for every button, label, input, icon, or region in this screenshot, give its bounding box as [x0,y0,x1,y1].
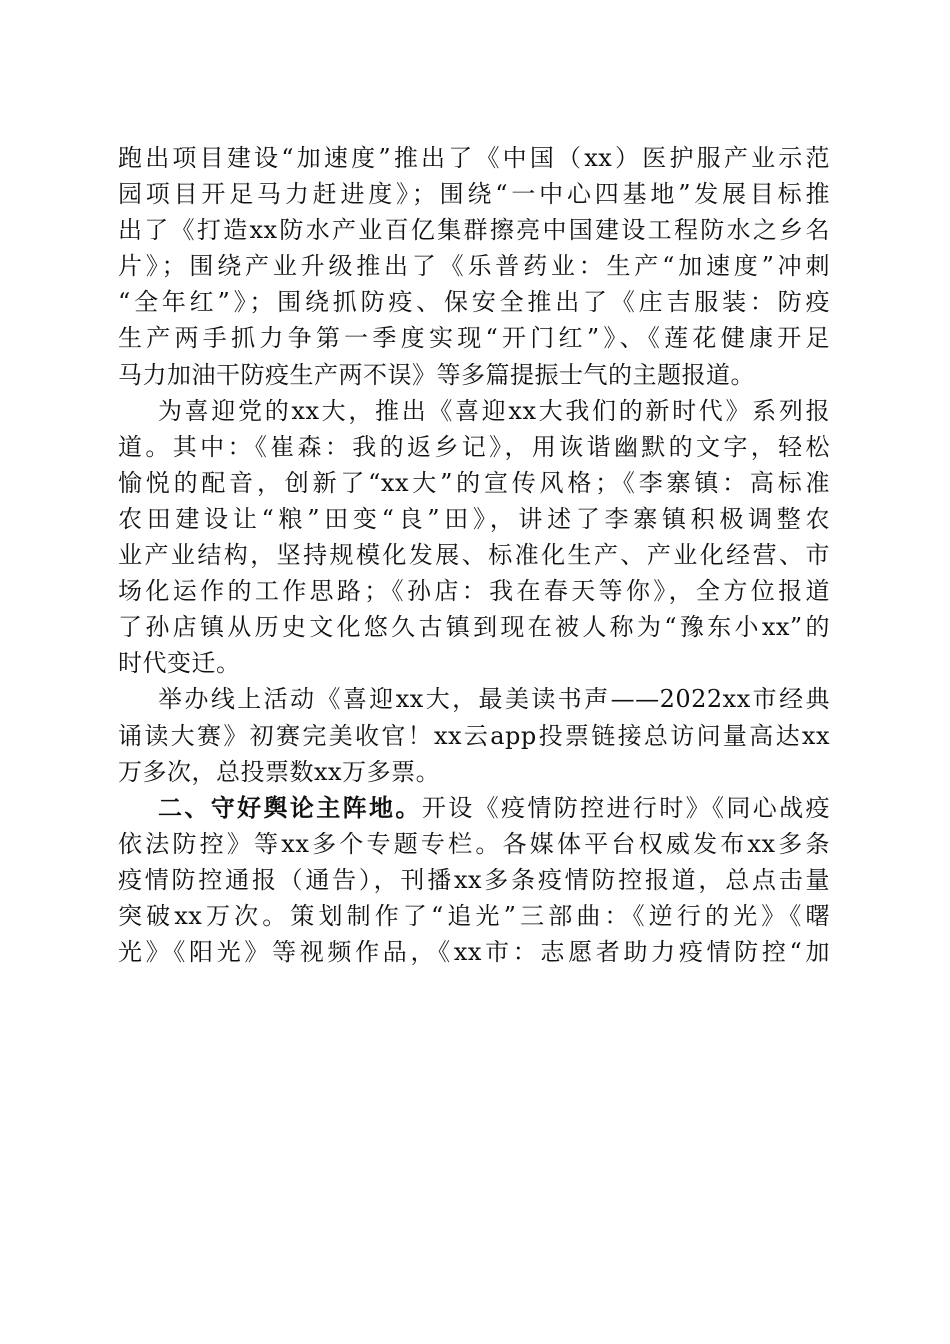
paragraph-4 [118,790,830,970]
paragraph-line: 诵读大赛》初赛完美收官！xx云app投票链接总访问量高达xx [118,721,830,750]
paragraph-line: 依法防控》等xx多个专题专栏。各媒体平台权威发布xx多条 [118,829,830,858]
paragraph-line: 愉悦的配音，创新了“xx大”的宣传风格；《李寨镇：高标准 [118,468,830,497]
paragraph-line: 生产两手抓力争第一季度实现“开门红”》、《莲花健康开足 [118,324,830,353]
paragraph-1 [118,140,830,393]
paragraph-line: 跑出项目建设“加速度”推出了《中国（xx）医护服产业示范 [118,144,830,172]
paragraph-line: 光》《阳光》等视频作品，《xx市：志愿者助力疫情防控“加 [118,938,830,967]
paragraph-line: 疫情防控通报（通告），刊播xx多条疫情防控报道，总点击量 [118,865,830,894]
document-body [118,140,830,970]
paragraph-line: 时代变迁。 [118,649,241,678]
paragraph-line: 万多次，总投票数xx万多票。 [118,757,441,786]
paragraph-line: 农田建设让“粮”田变“良”田》，讲述了李寨镇积极调整农 [118,504,830,533]
paragraph-line: 突破xx万次。策划制作了“追光”三部曲：《逆行的光》《曙 [118,901,830,930]
paragraph-2 [118,393,830,682]
paragraph-line: 场化运作的工作思路；《孙店：我在春天等你》，全方位报道 [118,577,830,606]
paragraph-line: 了孙店镇从历史文化悠久古镇到现在被人称为“豫东小xx”的 [118,613,830,642]
paragraph-line: 为喜迎党的xx大，推出《喜迎xx大我们的新时代》系列报 [158,396,830,425]
paragraph-line: 片》；围绕产业升级推出了《乐普药业：生产“加速度”冲刺 [118,252,830,281]
section-heading: 二、守好舆论主阵地。 [158,792,422,822]
paragraph-line: 出了《打造xx防水产业百亿集群擦亮中国建设工程防水之乡名 [118,216,830,245]
paragraph-line: “全年红”》；围绕抓防疫、保安全推出了《庄吉服装：防疫 [118,288,830,317]
paragraph-line: 举办线上活动《喜迎xx大，最美读书声——2022xx市经典 [158,685,830,714]
paragraph-line: 园项目开足马力赶进度》；围绕“一中心四基地”发展目标推 [118,180,830,209]
paragraph-3 [118,681,830,789]
paragraph-line [118,790,830,826]
paragraph-line: 业产业结构，坚持规模化发展、标准化生产、产业化经营、市 [118,541,830,570]
paragraph-line-text: 开设《疫情防控进行时》《同心战疫 [421,793,830,822]
paragraph-line: 道。其中：《崔森：我的返乡记》，用诙谐幽默的文字，轻松 [118,432,830,461]
paragraph-line: 马力加油干防疫生产两不误》等多篇提振士气的主题报道。 [118,360,755,389]
